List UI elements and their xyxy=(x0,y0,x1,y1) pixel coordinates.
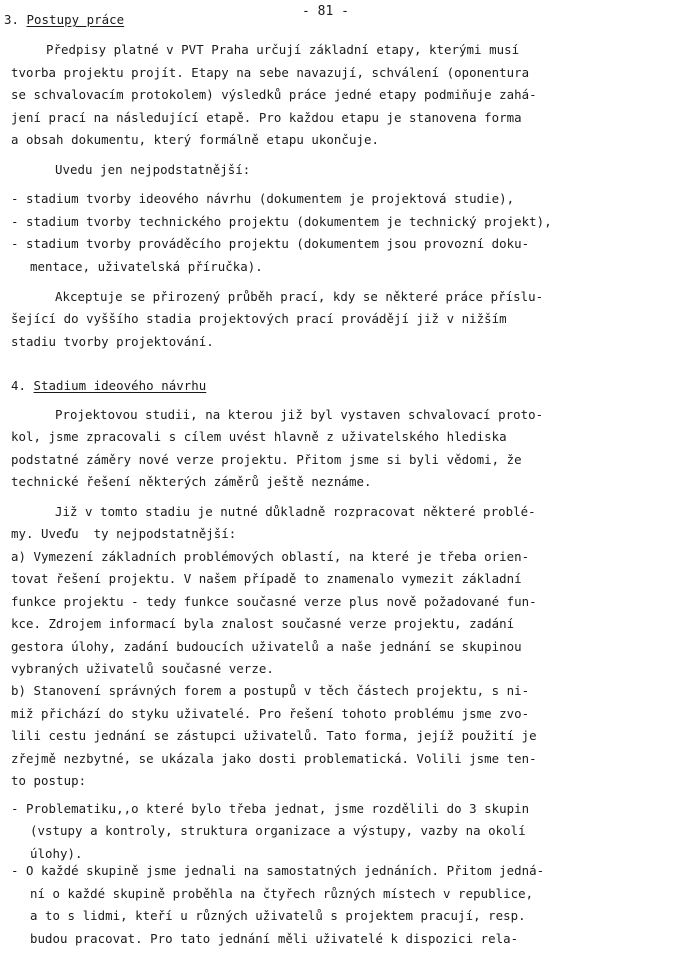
text-line: mentace, uživatelská příručka). xyxy=(30,259,263,274)
text-line: a obsah dokumentu, který formálně etapu ukončuje. xyxy=(11,132,379,147)
text-line: a to s lidmi, kteří u různých uživatelů s projektem pracují, resp. xyxy=(30,908,526,923)
text-line: budou pracovat. Pro tato jednání měli uživatelé k dispozici rela- xyxy=(30,931,519,946)
text-line: tvorba projektu projít. Etapy na sebe navazují, schválení (oponentura xyxy=(11,65,530,80)
text-line: miž přichází do styku uživatelé. Pro řešení tohoto problému jsme zvo- xyxy=(11,706,530,721)
text-line: úlohy). xyxy=(30,846,83,861)
text-line: kol, jsme zpracovali s cílem uvést hlavně z uživatelského hlediska xyxy=(11,429,507,444)
text-line: Již v tomto stadiu je nutné důkladně rozpracovat některé problé- xyxy=(55,504,536,519)
page-number: - 81 - xyxy=(302,4,349,19)
text-line: 4. Stadium ideového návrhu xyxy=(11,378,207,393)
text-line: funkce projektu - tedy funkce současné verze plus nově požadované fun- xyxy=(11,594,537,609)
text-line: a) Vymezení základních problémových oblastí, na které je třeba orien- xyxy=(11,549,530,564)
text-line: zřejmě nezbytné, se ukázala jako dosti problematická. Volili jsme ten- xyxy=(11,751,537,766)
text-line: - stadium tvorby technického projektu (dokumentem je technický projekt), xyxy=(11,214,552,229)
text-line: tovat řešení projektu. V našem případě to znamenalo vymezit základní xyxy=(11,571,522,586)
text-line: to postup: xyxy=(11,773,87,788)
text-line: - stadium tvorby prováděcího projektu (dokumentem jsou provozní doku- xyxy=(11,236,530,251)
text-line: b) Stanovení správných forem a postupů v těch částech projektu, s ni- xyxy=(11,683,530,698)
text-line: Uvedu jen nejpodstatnější: xyxy=(55,162,251,177)
section-heading: Stadium ideového návrhu xyxy=(33,378,207,393)
text-line: ní o každé skupině proběhla na čtyřech různých místech v republice, xyxy=(30,886,534,901)
text-line: Předpisy platné v PVT Praha určují základní etapy, kterými musí xyxy=(46,42,520,57)
text-line: 3. Postupy práce xyxy=(4,12,125,27)
text-line: technické řešení některých záměrů ještě neznáme. xyxy=(11,474,372,489)
section-heading: Postupy práce xyxy=(26,12,125,27)
text-line: šející do vyššího stadia projektových prací provádějí již v nižším xyxy=(11,311,507,326)
text-line: gestora úlohy, zadání budoucích uživatelů a naše jednání se skupinou xyxy=(11,639,522,654)
text-line: my. Uveďu ty nejpodstatnější: xyxy=(11,526,237,541)
text-line: - O každé skupině jsme jednali na samostatných jednáních. Přitom jedná- xyxy=(11,863,545,878)
text-line: stadiu tvorby projektování. xyxy=(11,334,214,349)
text-line: Projektovou studii, na kterou již byl vystaven schvalovací proto- xyxy=(55,407,544,422)
text-line: jení prací na následující etapě. Pro každou etapu je stanovena forma xyxy=(11,110,522,125)
text-line: se schvalovacím protokolem) výsledků práce jedné etapy podmiňuje zahá- xyxy=(11,87,537,102)
text-line: vybraných uživatelů současné verze. xyxy=(11,661,274,676)
text-line: - Problematiku,,o které bylo třeba jednat, jsme rozdělili do 3 skupin xyxy=(11,801,530,816)
text-line: lili cestu jednání se zástupci uživatelů. Tato forma, jejíž použití je xyxy=(11,728,537,743)
text-line: (vstupy a kontroly, struktura organizace a výstupy, vazby na okolí xyxy=(30,823,526,838)
text-line: kce. Zdrojem informací byla znalost současné verze projektu, zadání xyxy=(11,616,515,631)
text-line: - stadium tvorby ideového návrhu (dokumentem je projektová studie), xyxy=(11,191,515,206)
text-line: Akceptuje se přirozený průběh prací, kdy se některé práce příslu- xyxy=(55,289,544,304)
text-line: podstatné záměry nové verze projektu. Přitom jsme si byli vědomi, že xyxy=(11,452,522,467)
